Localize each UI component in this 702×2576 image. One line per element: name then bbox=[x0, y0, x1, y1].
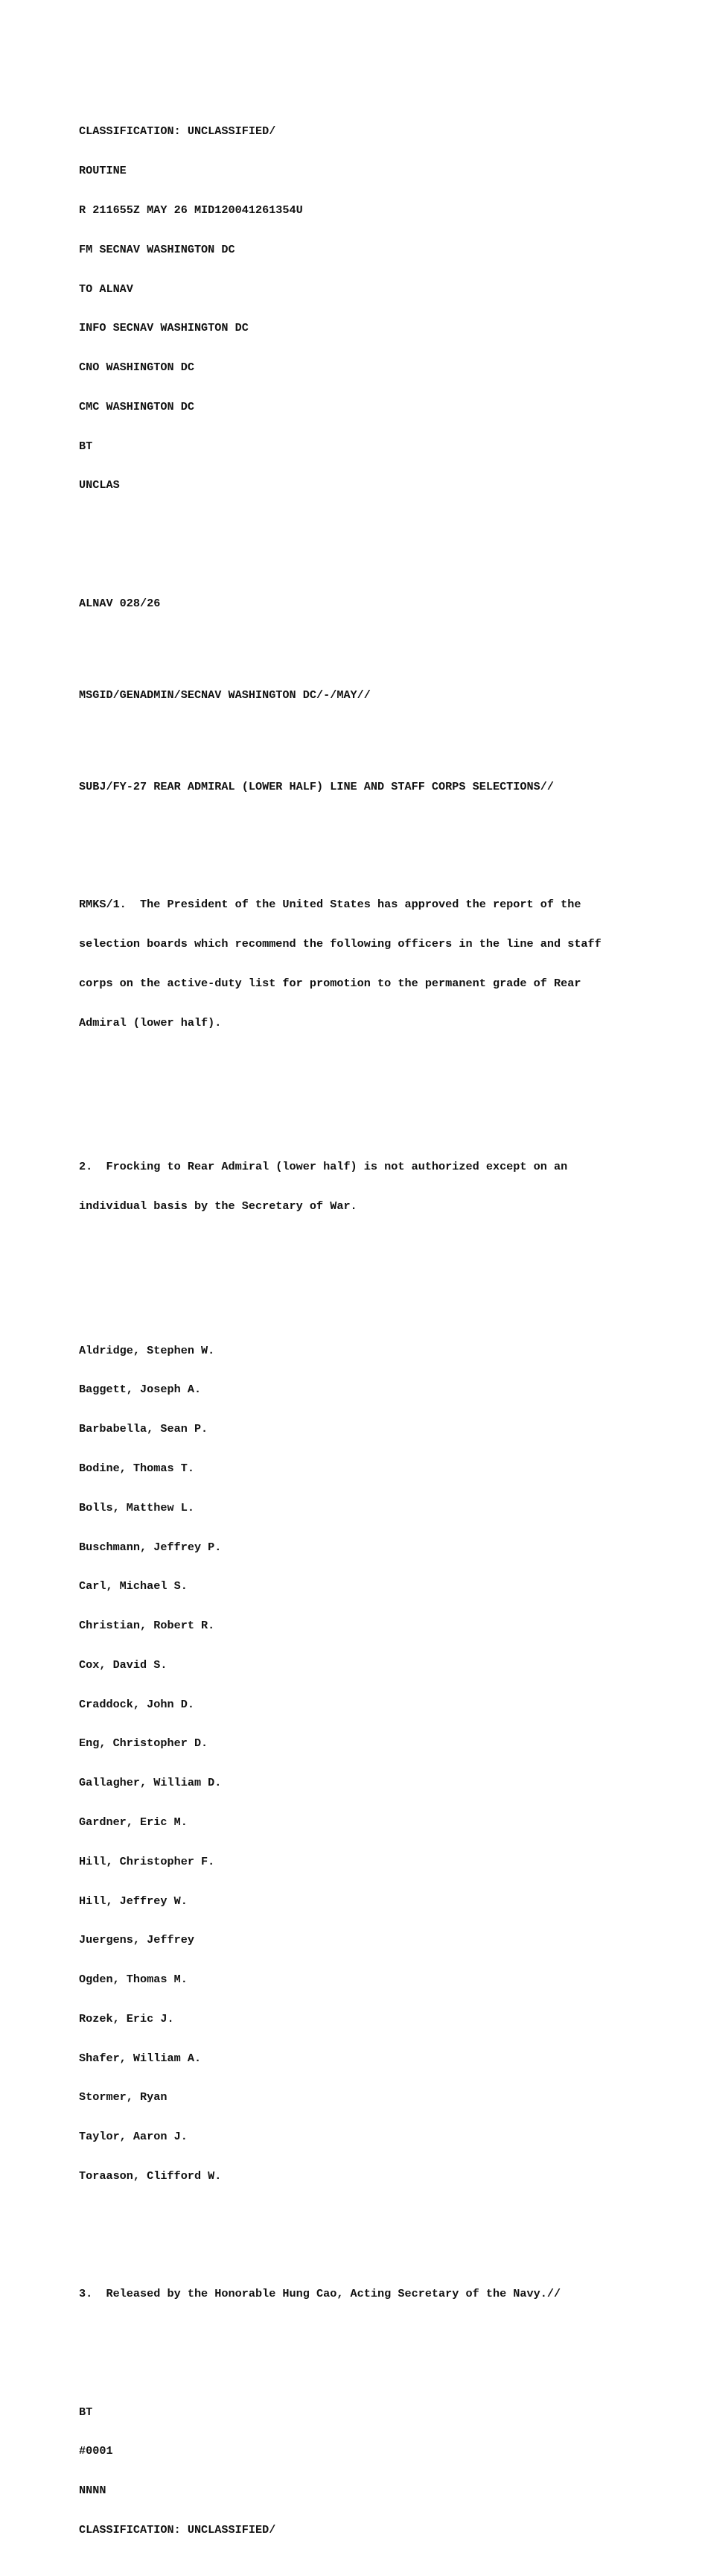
spacer bbox=[79, 2249, 674, 2262]
list-item: Christian, Robert R. bbox=[79, 1619, 215, 1633]
list-item: Craddock, John D. bbox=[79, 1697, 194, 1711]
list-item: Stormer, Ryan bbox=[79, 2090, 167, 2104]
list-item: Barbabella, Sean P. bbox=[79, 1422, 208, 1436]
classification-line: CLASSIFICATION: UNCLASSIFIED/ bbox=[79, 2523, 276, 2537]
paragraph-line: 2. Frocking to Rear Admiral (lower half) is not authorized except on an bbox=[79, 1160, 568, 1174]
list-item: Bolls, Matthew L. bbox=[79, 1500, 194, 1514]
list-item: Ogden, Thomas M. bbox=[79, 1973, 188, 1987]
classification-line: CLASSIFICATION: UNCLASSIFIED/ bbox=[79, 124, 276, 139]
list-item: Baggett, Joseph A. bbox=[79, 1383, 202, 1397]
spacer bbox=[79, 2341, 674, 2354]
spacer bbox=[79, 1095, 674, 1108]
break-line: BT bbox=[79, 439, 93, 453]
list-item: Carl, Michael S. bbox=[79, 1579, 188, 1593]
end-of-message: NNNN bbox=[79, 2484, 106, 2498]
remarks-paragraph-1 bbox=[79, 872, 674, 1056]
spacer bbox=[79, 1279, 674, 1292]
list-item: Cox, David S. bbox=[79, 1657, 167, 1672]
message-footer bbox=[79, 2380, 674, 2563]
to-line: TO ALNAV bbox=[79, 282, 133, 296]
list-item: Gardner, Eric M. bbox=[79, 1815, 188, 1829]
paragraph-line: RMKS/1. The President of the United States has approved the report of the bbox=[79, 898, 581, 912]
date-time-group: R 211655Z MAY 26 MID120041261354U bbox=[79, 203, 303, 217]
selectee-list bbox=[79, 1318, 674, 2209]
remarks-paragraph-2 bbox=[79, 1135, 674, 1240]
list-item: Taylor, Aaron J. bbox=[79, 2130, 188, 2144]
list-item: Aldridge, Stephen W. bbox=[79, 1343, 215, 1357]
remarks-paragraph-3: 3. Released by the Honorable Hung Cao, Acting Secretary of the Navy.// bbox=[79, 2287, 561, 2301]
list-item: Juergens, Jeffrey bbox=[79, 1933, 194, 1947]
info-line-3: CMC WASHINGTON DC bbox=[79, 399, 194, 413]
spacer bbox=[79, 833, 674, 846]
break-line: BT bbox=[79, 2405, 93, 2419]
info-line-1: INFO SECNAV WASHINGTON DC bbox=[79, 321, 249, 335]
message-document bbox=[79, 73, 674, 2576]
list-item: Shafer, William A. bbox=[79, 2051, 202, 2065]
alnav-number: ALNAV 028/26 bbox=[79, 596, 161, 610]
list-item: Gallagher, William D. bbox=[79, 1776, 222, 1790]
spacer bbox=[79, 558, 674, 571]
paragraph-line: selection boards which recommend the following officers in the line and staff bbox=[79, 937, 602, 951]
precedence-line: ROUTINE bbox=[79, 164, 127, 178]
serial-number: #0001 bbox=[79, 2444, 113, 2458]
list-item: Buschmann, Jeffrey P. bbox=[79, 1540, 222, 1554]
from-line: FM SECNAV WASHINGTON DC bbox=[79, 242, 235, 256]
list-item: Toraason, Clifford W. bbox=[79, 2169, 222, 2183]
subject-line: SUBJ/FY-27 REAR ADMIRAL (LOWER HALF) LINE AND STAFF CORPS SELECTIONS// bbox=[79, 780, 554, 794]
paragraph-line: corps on the active-duty list for promotion to the permanent grade of Rear bbox=[79, 976, 581, 990]
list-item: Hill, Jeffrey W. bbox=[79, 1894, 188, 1908]
list-item: Rozek, Eric J. bbox=[79, 2011, 174, 2025]
spacer bbox=[79, 650, 674, 663]
info-line-2: CNO WASHINGTON DC bbox=[79, 361, 194, 375]
list-item: Eng, Christopher D. bbox=[79, 1736, 208, 1751]
msgid-line: MSGID/GENADMIN/SECNAV WASHINGTON DC/-/MAY// bbox=[79, 688, 371, 702]
unclas-line: UNCLAS bbox=[79, 478, 120, 492]
spacer bbox=[79, 741, 674, 755]
paragraph-line: individual basis by the Secretary of War. bbox=[79, 1199, 357, 1214]
message-header bbox=[79, 99, 674, 518]
list-item: Bodine, Thomas T. bbox=[79, 1461, 194, 1475]
list-item: Hill, Christopher F. bbox=[79, 1854, 215, 1868]
paragraph-line: Admiral (lower half). bbox=[79, 1015, 222, 1030]
